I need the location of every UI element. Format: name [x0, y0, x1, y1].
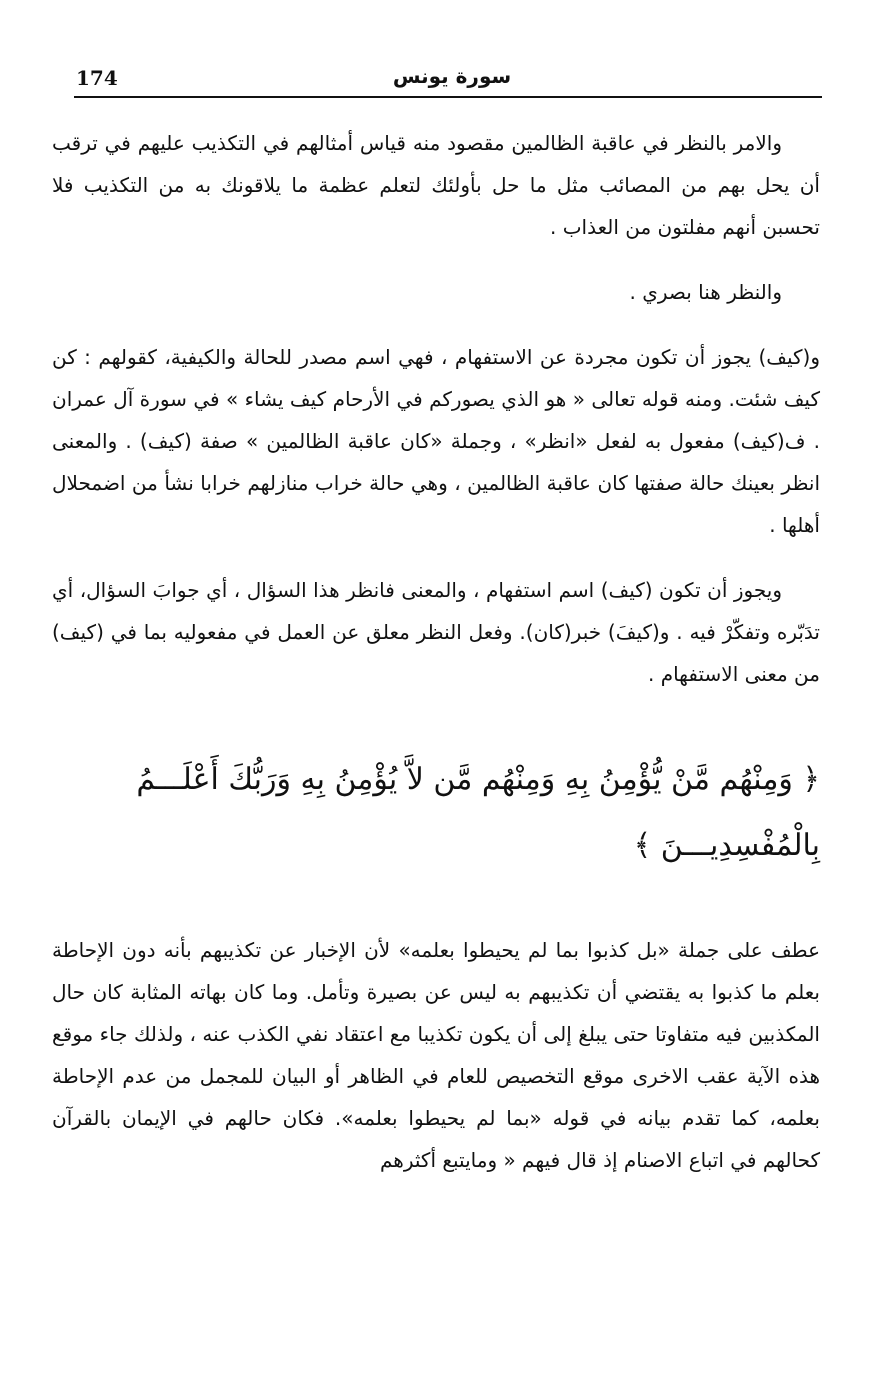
surah-title: سورة يونس [392, 64, 512, 88]
verse-line: ﴿ وَمِنْهُم مَّنْ يُّؤْمِنُ بِهِ وَمِنْهُم مَّن لاَّ يُؤْمِنُ بِهِ وَرَبُّكَ أَعْلَـــمُ [136, 762, 820, 797]
paragraph-intro: والامر بالنظر في عاقبة الظالمين مقصود منه قياس أمثالهم في التكذيب عليهم في ترقب أن يحل بهم من المصائب مثل ما حل بأولئك لتعلم عظمة ما يلاقونك به من التكذيب فلا تحسبن أنهم مفلتون من العذاب . [52, 131, 820, 239]
quran-verse [52, 747, 820, 879]
page-number: 174 [76, 66, 118, 90]
paragraph-kayfa-manner: و(كيف) يجوز أن تكون مجردة عن الاستفهام ، فهي اسم مصدر للحالة والكيفية، كقولهم : كن كيف شئت. ومنه قوله تعالى « هو الذي يصوركم في الأرحام كيف يشاء » في سورة آل عمران . ف(كيف) مفعول به لفعل «انظر» ، وجملة «كان عاقبة الظالمين » صفة (كيف) . والمعنى انظر بعينك حالة صفتها كان عاقبة الظالمين ، وهي حالة خراب منازلهم خرابا نشأ من اضمحلال أهلها . [52, 345, 820, 537]
paragraph-kayfa-question: ويجوز أن تكون (كيف) اسم استفهام ، والمعنى فانظر هذا السؤال ، أي جوابَ السؤال، أي تدَبّره وتفكّرْ فيه . و(كيفَ) خبر(كان). وفعل النظر معلق عن العمل في مفعوليه بما في (كيف) من معنى الاستفهام . [52, 578, 820, 686]
page-body [52, 122, 820, 1181]
verse-line: بِالْمُفْسِدِيـــنَ ﴾ [633, 828, 820, 863]
page-header [76, 62, 820, 98]
paragraph-sight: والنظر هنا بصري . [629, 280, 782, 304]
paragraph-commentary: عطف على جملة «بل كذبوا بما لم يحيطوا بعلمه» لأن الإخبار عن تكذيبهم بأنه دون الإحاطة بعلم ما كذبوا به يقتضي أن تكذيبهم به ليس عن بصيرة وتأمل. وما كان بهاته المثابة كان حال المكذبين فيه متفاوتا حتى يبلغ إلى أن يكون تكذيبا مع اعتقاد نفي الكذب عنه ، ولذلك جاء موقع هذه الآية عقب الاخرى موقع التخصيص للعام في الظاهر أو البيان للمجمل من عدم الإحاطة بعلمه، كما تقدم بيانه في قوله «بما لم يحيطوا بعلمه». فكان حالهم في الإيمان بالقرآن كحالهم في اتباع الاصنام إذ قال فيهم « ومايتبع أكثرهم [52, 938, 820, 1172]
header-divider [74, 96, 822, 98]
